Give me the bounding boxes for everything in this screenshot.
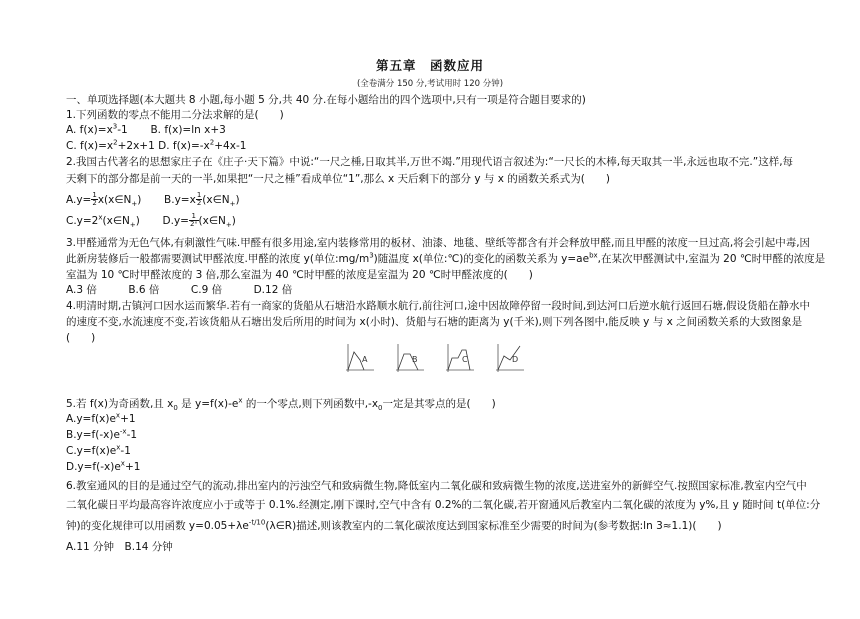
q4-graph-b — [396, 344, 424, 372]
page-subtitle: (全卷满分 150 分,考试用时 120 分钟) — [356, 79, 504, 89]
page-title: 第五章 函数应用 — [375, 58, 484, 73]
q5-option-a: $A.y=f(x)e^x+1$ — [66, 411, 136, 425]
q2-option-b: B.y=x $\frac{1}{2}$ $(x\in N_+)$ — [164, 191, 240, 208]
q2-options-ab — [66, 192, 240, 207]
q4-graph-label-a: A — [362, 355, 368, 364]
q2-line2: 天剩下的部分都是前一天的一半,如果把“一尺之棰”看成单位“1”,那么 x 天后剩下的部分 y 与 x 的函数关系式为( ) — [66, 173, 610, 185]
q1-options-cd — [66, 139, 246, 153]
q2-option-c: $C.y=2^x(x\in N_+)$ — [66, 213, 140, 229]
q6-line3: 钟)的变化规律可以用函数 $y=0.05+\lambda e^{-t/10}(\lambda\in R)$描述,则该教室内的二氧化碳浓度达到国家标准至少需要的时间为(参考数据:ln 3≈1.1)( ) — [66, 518, 722, 532]
q6-options: A.11 分钟 B.14 分钟 — [66, 541, 173, 553]
q6-line2: 二氧化碳日平均最高容许浓度应小于或等于 0.1%.经测定,刚下课时,空气中含有 0.2%的二氧化碳,若开窗通风后教室内二氧化碳的浓度为 y%,且 y 随时间 t(单位:分 — [66, 499, 821, 511]
q1-option-d: D. $f(x)=-x^2+4x-1$ — [158, 138, 247, 152]
q5-option-b: $B.y=f(-x)e^{-x}-1$ — [66, 427, 138, 441]
q2-option-d: D.y= $\frac{1}{\text{2ˣ}}$ $(x\in N_+)$ — [162, 212, 236, 229]
q1-option-a: A. $f(x)=x^3-1$ — [66, 122, 128, 136]
q2-options-cd — [66, 213, 236, 228]
q4-graph-label-b: B — [412, 355, 418, 364]
q5-option-c: $C.y=f(x)e^x-1$ — [66, 443, 131, 457]
q3-line1: 3.甲醛通常为无色气体,有刺激性气味.甲醛有很多用途,室内装修常用的板材、油漆、地毯、壁纸等都含有并会释放甲醛,而且甲醛的浓度一旦过高,将会引起中毒,因 — [66, 237, 811, 249]
q2-option-a: A.y= $\frac{1}{2}$ $x(x\in N_+)$ — [66, 191, 142, 208]
q4-graph-d — [496, 344, 524, 372]
q1-option-b: B. f(x)=ln x+3 — [150, 124, 226, 136]
q4-graph-label-d: D — [512, 355, 519, 364]
q4-line3: ( ) — [66, 332, 96, 344]
q1-option-c: C. $f(x)=x^2+2x+1$ — [66, 138, 155, 152]
q1-stem: 1.下列函数的零点不能用二分法求解的是( ) — [66, 109, 284, 121]
q1-options-ab — [66, 123, 226, 137]
section-heading: 一、单项选择题(本大题共 8 小题,每小题 5 分,共 40 分.在每小题给出的四个选项中,只有一项是符合题目要求的) — [66, 94, 586, 106]
q4-line1: 4.明清时期,古镇河口因水运而繁华.若有一商家的货船从石塘沿水路顺水航行,前往河口,途中因故障停留一段时间,到达河口后逆水航行返回石塘,假设货船在静水中 — [66, 300, 811, 312]
q2-line1: 2.我国古代著名的思想家庄子在《庄子·天下篇》中说:“一尺之棰,日取其半,万世不竭.”用现代语言叙述为:“一尺长的木棒,每天取其一半,永远也取不完.”这样,每 — [66, 156, 794, 168]
q4-line2: 的速度不变,水流速度不变,若该货船从石塘出发后所用的时间为 x(小时)、货船与石塘的距离为 y(千米),则下列各图中,能反映 y 与 x 之间函数关系的大致图象是 — [66, 316, 803, 328]
q4-graph-label-c: C — [462, 355, 468, 364]
q3-line2: 此新房装修后一般都需要测试甲醛浓度.甲醛的浓度 y(单位$:mg/m^3$)随温度 x(单位:℃)的变化的函数关系为 $y=ae^{bx}$,在某次甲醛测试中,室温为 20 ℃时甲醛的浓度是 — [66, 251, 826, 265]
q5-stem: 5.若 f(x)为奇函数,且 $x_0$ 是 $y=f(x)-e^x$ 的一个零点,则下列函数中$,-x_0$一定是其零点的是( ) — [66, 396, 496, 413]
q4-graph-a — [346, 344, 374, 372]
q4-graph-c — [446, 344, 474, 372]
q6-line1: 6.教室通风的目的是通过空气的流动,排出室内的污浊空气和致病微生物,降低室内二氧化碳和致病微生物的浓度,送进室外的新鲜空气.按照国家标准,教室内空气中 — [66, 480, 807, 492]
q3-options: A.3 倍 B.6 倍 C.9 倍 D.12 倍 — [66, 284, 293, 296]
q3-line3: 室温为 10 ℃时甲醛浓度的 3 倍,那么室温为 40 ℃时甲醛的浓度是室温为 20 ℃时甲醛浓度的( ) — [66, 269, 533, 281]
q5-option-d: $D.y=f(-x)e^x+1$ — [66, 459, 141, 473]
